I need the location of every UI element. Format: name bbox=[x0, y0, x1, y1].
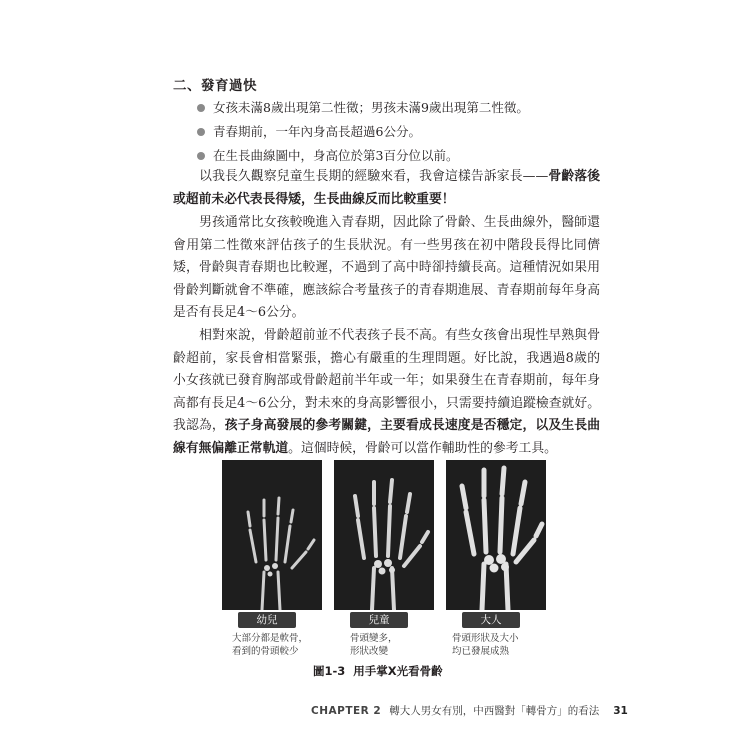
xray-desc-line: 骨頭變多， bbox=[350, 633, 398, 644]
chapter-title: 轉大人男女有別，中西醫對「轉骨方」的看法 bbox=[389, 705, 600, 717]
bullet-dot-icon bbox=[197, 128, 205, 136]
paragraph-1-emphasis: 骨齡落後或超前未必代表長得矮，生長曲線反而比較重要！ bbox=[173, 169, 601, 207]
chapter-label: CHAPTER 2 bbox=[311, 705, 382, 717]
xray-desc-line: 大部分都是軟骨， bbox=[232, 633, 309, 644]
paragraph-1 bbox=[173, 166, 600, 211]
bullet-text: 在生長曲線圖中，身高位於第3百分位以前。 bbox=[213, 148, 459, 163]
xray-desc-line: 骨頭形狀及大小 bbox=[452, 633, 519, 644]
xray-child bbox=[334, 460, 434, 610]
figure-title: 用手掌X光看骨齡 bbox=[353, 664, 443, 678]
xray-label-child-small: 幼兒 bbox=[238, 612, 296, 628]
xray-label-adult: 大人 bbox=[462, 612, 520, 628]
paragraph-3 bbox=[173, 325, 600, 460]
hand-xray-small-icon bbox=[222, 460, 322, 610]
paragraph-2 bbox=[173, 212, 600, 325]
page-footer bbox=[311, 703, 628, 718]
bullet-dot-icon bbox=[197, 152, 205, 160]
paragraph-3-emphasis: 孩子身高發展的參考關鍵，主要看成長速度是否穩定，以及生長曲線有無偏離正常軌道 bbox=[173, 418, 601, 456]
page-number: 31 bbox=[613, 705, 628, 717]
bullet-list bbox=[195, 98, 529, 170]
hand-xray-figure bbox=[222, 460, 546, 660]
xray-desc-adult bbox=[452, 632, 562, 658]
xray-desc-line: 均已發展成熟 bbox=[452, 646, 510, 657]
hand-xray-medium-icon bbox=[334, 460, 434, 610]
xray-desc-child-small bbox=[232, 632, 342, 658]
hand-xray-large-icon bbox=[446, 460, 546, 610]
xray-desc-child bbox=[350, 632, 460, 658]
xray-child-small bbox=[222, 460, 322, 610]
paragraph-1-text: 以我長久觀察兒童生長期的經驗來看，我會這樣告訴家長—— bbox=[199, 169, 549, 184]
bullet-text: 女孩未滿8歲出現第二性徵；男孩未滿9歲出現第二性徵。 bbox=[213, 100, 529, 115]
bullet-text: 青春期前，一年內身高長超過6公分。 bbox=[213, 124, 421, 139]
bullet-dot-icon bbox=[197, 104, 205, 112]
paragraph-2-text: 男孩通常比女孩較晚進入青春期，因此除了骨齡、生長曲線外，醫師還會用第二性徵來評估孩子的生長狀況。有一些男孩在初中階段長得比同儕矮，骨齡與青春期也比較遲，不過到了高中時卻持續長高。這種情況如果用骨齡判斷就會不準確，應該綜合考量孩子的青春期進展、青春期前每年身高是否有長足4～6公分。 bbox=[173, 215, 600, 320]
paragraph-3-text-a: 相對來說，骨齡超前並不代表孩子長不高。有些女孩會出現性早熟與骨齡超前，家長會相當緊張，擔心有嚴重的生理問題。好比說，我遇過8歲的小女孩就已發育胸部或骨齡超前半年或一年；如果發生在青春期前，每年身高都有長足4～6公分，對未來的身高影響很小，只需要持續追蹤檢查就好。我認為， bbox=[173, 328, 600, 433]
xray-desc-line: 看到的骨頭較少 bbox=[232, 646, 299, 657]
xray-desc-line: 形狀改變 bbox=[350, 646, 389, 657]
section-heading: 二、發育過快 bbox=[173, 78, 257, 94]
figure-caption bbox=[313, 663, 443, 679]
paragraph-3-text-b: 。這個時候，骨齡可以當作輔助性的參考工具。 bbox=[288, 440, 557, 456]
xray-label-child: 兒童 bbox=[350, 612, 408, 628]
bullet-item bbox=[195, 122, 529, 146]
figure-number: 圖1-3 bbox=[313, 664, 346, 678]
bullet-item bbox=[195, 98, 529, 122]
xray-adult bbox=[446, 460, 546, 610]
